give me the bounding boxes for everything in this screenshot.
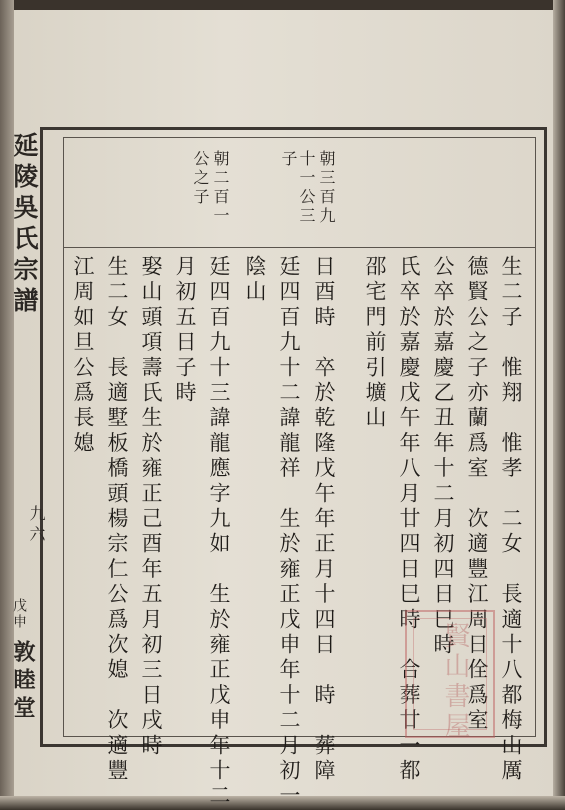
text-column: 日酉時 卒於乾隆戊午年正月十四日 時 葬障 <box>312 255 336 785</box>
text-column: 生二女 長適墅板橋頭楊宗仁公爲次媳 次適豐 <box>105 255 129 785</box>
text-column: 德賢公之子亦蘭爲室 次適豐江周日佺爲室 <box>465 255 489 734</box>
text-column: 娶山頭項壽氏生於雍正己酉年五月初三日戌時 <box>139 255 163 759</box>
branch-label: 戊申 <box>11 598 27 630</box>
collector-seal <box>405 610 495 742</box>
hall-name: 敦睦堂 <box>10 640 36 724</box>
text-column: 邵宅門前引壙山 <box>363 255 387 432</box>
header-cell-4: 朝二百一 <box>211 150 230 226</box>
book-title: 延陵吳氏宗譜 <box>10 132 39 318</box>
text-column: 月初五日子時 <box>173 255 197 407</box>
text-column: 氏卒於嘉慶戊午年八月廿四日巳時 合葬廿一都 <box>397 255 421 785</box>
text-column: 生二子 惟翔 惟孝 二女 長適十八都梅山厲 <box>499 255 523 785</box>
book-edge-top <box>0 0 565 10</box>
text-column: 廷四百九十三諱龍應字九如 生於雍正戊申年十二 <box>207 255 231 810</box>
page-number: 九六 <box>27 505 46 546</box>
text-column: 公卒於嘉慶乙丑年十二月初四日巳時 <box>431 255 455 659</box>
text-column: 江周如旦公爲長媳 <box>71 255 95 457</box>
book-edge-right <box>553 0 565 810</box>
seal-text: 賢山書屋 <box>440 622 470 742</box>
header-cell-5: 公之子 <box>191 150 210 207</box>
header-cell-1: 朝三百九 <box>317 150 336 226</box>
text-column: 廷四百九十二諱龍祥 生於雍正戊申年十二月初一 <box>277 255 301 810</box>
header-divider <box>63 247 536 248</box>
text-column: 陰山 <box>243 255 267 306</box>
header-cell-3: 子 <box>279 150 298 169</box>
header-cell-2: 十一公三 <box>297 150 316 226</box>
